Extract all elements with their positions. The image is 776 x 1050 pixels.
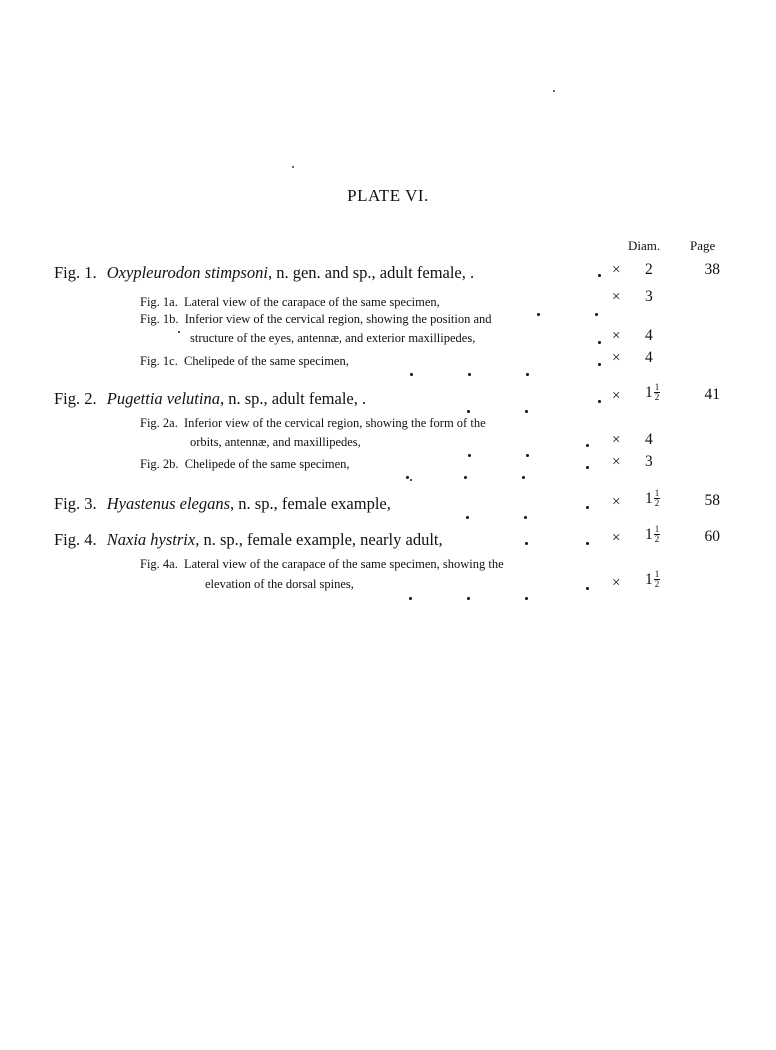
diam-numerator: 1 bbox=[654, 524, 660, 534]
times-sign: × bbox=[612, 494, 621, 510]
leader-dots bbox=[468, 444, 584, 462]
fig-2-entry bbox=[54, 389, 366, 409]
speck bbox=[292, 166, 294, 168]
page-number: 60 bbox=[704, 528, 720, 545]
sub-fig-text: Inferior view of the cervical region, showing the position and bbox=[184, 312, 492, 326]
times-sign: × bbox=[612, 350, 621, 366]
diam-denominator: 2 bbox=[654, 498, 660, 508]
species-name: Naxia hystrix bbox=[106, 530, 196, 549]
diam-numerator: 1 bbox=[654, 382, 660, 392]
times-sign: × bbox=[612, 262, 621, 278]
diam-denominator: 2 bbox=[654, 392, 660, 402]
diam-value: 3 bbox=[645, 288, 653, 305]
species-name: Hyastenus elegans bbox=[106, 494, 231, 513]
leader-dot bbox=[598, 363, 601, 366]
sub-fig-text: Chelipede of the same specimen, bbox=[183, 354, 349, 368]
species-name: Oxypleurodon stimpsoni bbox=[106, 263, 268, 282]
leader-dot bbox=[586, 506, 589, 509]
leader-dot bbox=[586, 587, 589, 590]
sub-fig-text: Chelipede of the same specimen, bbox=[184, 457, 350, 471]
fig-1a-entry bbox=[140, 295, 440, 310]
sub-fig-label: Fig. 1b. bbox=[140, 312, 179, 326]
fig-1b-continuation: structure of the eyes, antennæ, and exterior maxillipedes, bbox=[190, 331, 476, 345]
times-sign: × bbox=[612, 530, 621, 546]
diam-fraction bbox=[645, 489, 660, 508]
leader-dot bbox=[178, 331, 180, 333]
fig-label: Fig. 3. bbox=[54, 494, 97, 513]
fig-description: , n. gen. and sp., adult female, . bbox=[267, 263, 475, 282]
fig-2b-entry bbox=[140, 457, 350, 472]
fig-4a-continuation: elevation of the dorsal spines, bbox=[205, 577, 354, 591]
times-sign: × bbox=[612, 454, 621, 470]
leader-dot bbox=[586, 466, 589, 469]
diam-whole: 1 bbox=[645, 525, 653, 543]
leader-dot bbox=[598, 274, 601, 277]
leader-dot bbox=[525, 542, 528, 545]
diam-value: 4 bbox=[645, 327, 653, 344]
sub-fig-label: Fig. 1c. bbox=[140, 354, 178, 368]
leader-dot bbox=[586, 444, 589, 447]
times-sign: × bbox=[612, 328, 621, 344]
fig-4-entry bbox=[54, 530, 443, 550]
fig-2a-continuation: orbits, antennæ, and maxillipedes, bbox=[190, 435, 361, 449]
fig-description: , n. sp., female example, bbox=[230, 494, 391, 513]
page-number: 41 bbox=[704, 386, 720, 403]
diam-fraction bbox=[645, 383, 660, 402]
page-header: Page bbox=[690, 238, 716, 253]
plate-title: PLATE VI. bbox=[347, 186, 429, 205]
page-number: 58 bbox=[704, 492, 720, 509]
page-number: 38 bbox=[704, 261, 720, 278]
fig-1c-entry bbox=[140, 354, 349, 369]
leader-dot bbox=[598, 400, 601, 403]
fig-1-entry bbox=[54, 263, 474, 283]
sub-fig-label: Fig. 4a. bbox=[140, 557, 178, 571]
fig-4a-entry bbox=[140, 557, 504, 572]
sub-fig-text: Inferior view of the cervical region, showing the form of the bbox=[183, 416, 486, 430]
leader-dots bbox=[406, 466, 580, 484]
diam-header: Diam. bbox=[628, 238, 661, 253]
diam-value: 4 bbox=[645, 431, 653, 448]
diam-value: 2 bbox=[645, 261, 653, 278]
diam-denominator: 2 bbox=[654, 534, 660, 544]
leader-dot bbox=[410, 479, 412, 481]
diam-denominator: 2 bbox=[654, 579, 660, 589]
leader-dots bbox=[409, 587, 583, 605]
diam-value: 4 bbox=[645, 349, 653, 366]
fig-label: Fig. 4. bbox=[54, 530, 97, 549]
times-sign: × bbox=[612, 388, 621, 404]
species-name: Pugettia velutina bbox=[106, 389, 220, 408]
diam-value: 3 bbox=[645, 453, 653, 470]
diam-numerator: 1 bbox=[654, 488, 660, 498]
fig-3-entry bbox=[54, 494, 391, 514]
fig-label: Fig. 1. bbox=[54, 263, 97, 282]
leader-dots bbox=[410, 363, 584, 381]
fig-label: Fig. 2. bbox=[54, 389, 97, 408]
leader-dots bbox=[466, 506, 582, 524]
speck bbox=[553, 90, 555, 92]
diam-whole: 1 bbox=[645, 570, 653, 588]
leader-dots bbox=[537, 303, 653, 321]
sub-fig-text: Lateral view of the carapace of the same specimen, showing the bbox=[183, 557, 504, 571]
diam-whole: 1 bbox=[645, 383, 653, 401]
fig-description: , n. sp., adult female, . bbox=[219, 389, 367, 408]
sub-fig-text: Lateral view of the carapace of the same specimen, bbox=[183, 295, 440, 309]
sub-fig-label: Fig. 2b. bbox=[140, 457, 179, 471]
leader-dot bbox=[586, 542, 589, 545]
diam-fraction bbox=[645, 525, 660, 544]
sub-fig-label: Fig. 2a. bbox=[140, 416, 178, 430]
diam-whole: 1 bbox=[645, 489, 653, 507]
times-sign: × bbox=[612, 289, 621, 305]
times-sign: × bbox=[612, 575, 621, 591]
sub-fig-label: Fig. 1a. bbox=[140, 295, 178, 309]
diam-fraction bbox=[645, 570, 660, 589]
fig-2a-entry bbox=[140, 416, 486, 431]
fig-1b-entry bbox=[140, 312, 492, 327]
leader-dot bbox=[598, 341, 601, 344]
diam-numerator: 1 bbox=[654, 569, 660, 579]
times-sign: × bbox=[612, 432, 621, 448]
fig-description: , n. sp., female example, nearly adult, bbox=[195, 530, 443, 549]
